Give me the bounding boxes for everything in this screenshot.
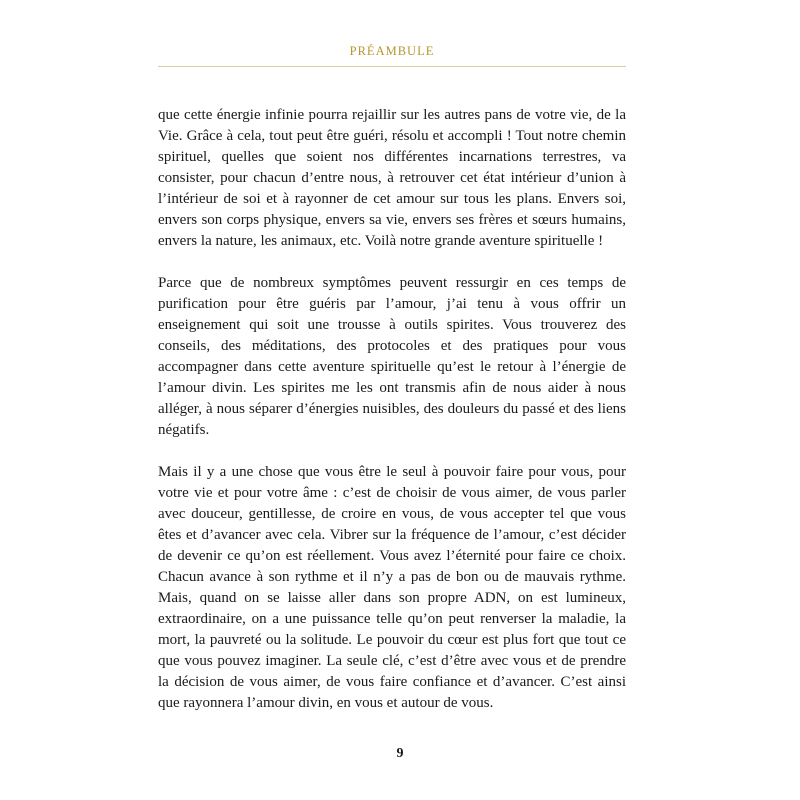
paragraph-3: Mais il y a une chose que vous être le seul à pouvoir faire pour vous, pour votre vie et pour votre âme : c’est de choisir de vous aimer, de vous parler avec douceur, gentillesse, de croire en vous, de vous accepter tel que vous êtes et d’avancer avec cela. Vibrer sur la fréquence de l’amour, c’est décider de devenir ce qu’on est réellement. Vous avez l’éternité pour faire ce choix. Chacun avance à son rythme et il n’y a pas de bon ou de mauvais rythme. Mais, quand on se laisse aller dans son propre ADN, on est lumineux, extraordinaire, on a une puissance telle qu’on peut renverser la maladie, la mort, la pauvreté ou la solitude. Le pouvoir du cœur est plus fort que tout ce que vous pouvez imaginer. La seule clé, c’est d’être avec vous et de prendre la décision de vous aimer, de vous faire confiance et d’avancer. C’est ainsi que rayonnera l’amour divin, en vous et autour de vous. <box>158 464 626 711</box>
page-number: 9 <box>396 746 404 761</box>
header-rule <box>158 66 626 67</box>
paragraph-2: Parce que de nombreux symptômes peuvent ressurgir en ces temps de purification pour être guéris par l’amour, j’ai tenu à vous offrir un enseignement qui soit une trousse à outils spirites. Vous trouverez des conseils, des méditations, des protocoles et des pratiques pour vous accompagner dans cette aventure spirituelle qu’est le retour à l’énergie de l’amour divin. Les spirites me les ont transmis afin de nous aider à nous alléger, à nous séparer d’énergies nuisibles, des douleurs du passé et des liens négatifs. <box>158 275 626 438</box>
running-title: PRÉAMBULE <box>349 44 435 58</box>
paragraph-1: que cette énergie infinie pourra rejaillir sur les autres pans de votre vie, de la Vie. Grâce à cela, tout peut être guéri, résolu et accompli ! Tout notre chemin spirituel, quelles que soient nos différentes incarnations terrestres, va consister, pour chacun d’entre nous, à retrouver cet état intérieur d’union à l’intérieur de soi et à rayonner de cet amour sur tous les plans. Envers soi, envers son corps physique, envers sa vie, envers ses frères et sœurs humains, envers la nature, les animaux, etc. Voilà notre grande aventure spirituelle ! <box>158 107 626 249</box>
page-body <box>158 105 626 735</box>
